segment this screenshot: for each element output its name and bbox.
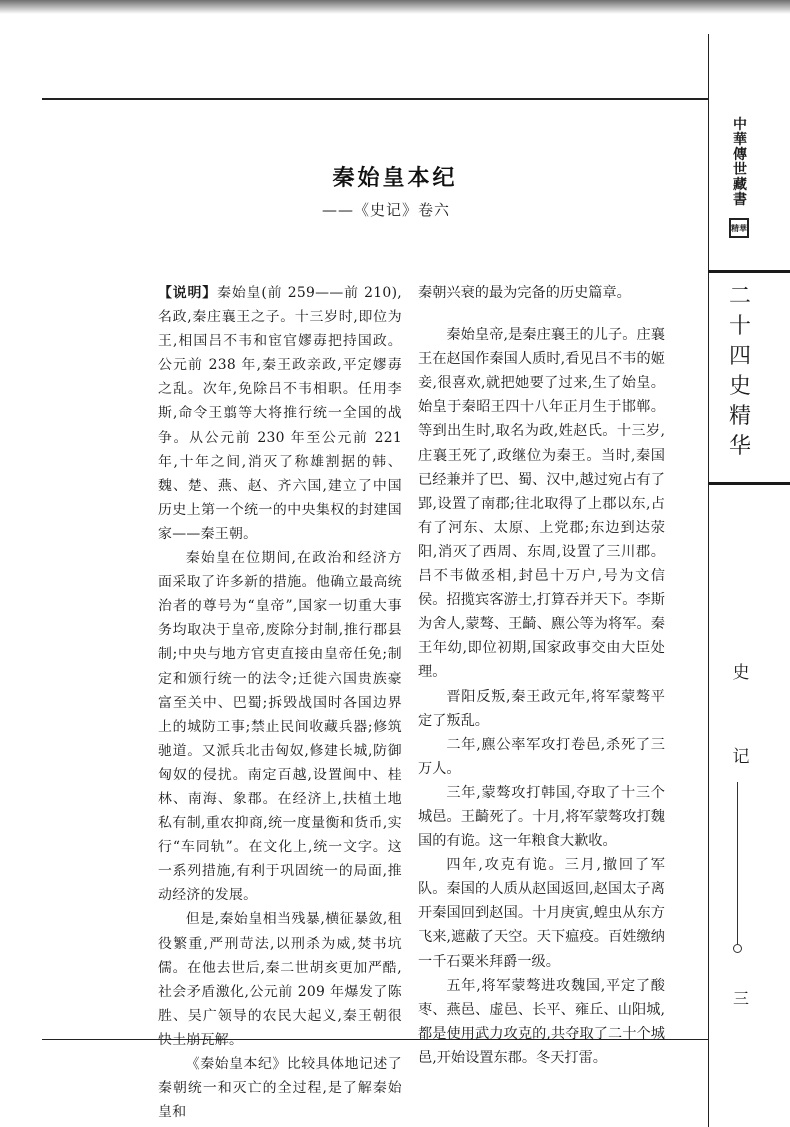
body-paragraph: 二年,麃公率军攻打卷邑,杀死了三万人。 <box>418 736 665 777</box>
seal-icon: 精華 <box>729 218 749 238</box>
article-subtitle: ——《史记》卷六 <box>322 201 451 219</box>
intro-paragraph: 秦始皇在位期间,在政治和经济方面采取了许多新的措施。他确立最高统治者的尊号为“皇帝”,国家一切重大事务均取决于皇帝,废除分封制,推行郡县制;中央与地方官吏直接由皇帝任免;制定和颁行统一的法令;迁徙六国贵族豪富至关中、巴蜀;拆毁战国时各国边界上的城防工事;禁止民间收藏兵器;修筑驰道。又派兵北击匈奴,修建长城,防御匈奴的侵扰。南定百越,设置闽中、桂林、南海、象郡。在经济上,扶植土地私有制,重农抑商,统一度量衡和货币,实行“车同轨”。在文化上,统一文字。这一系列措施,有利于巩固统一的局面,推动经济的发展。 <box>158 550 402 904</box>
series-title: 二十四史精华 <box>728 284 751 459</box>
margin-line-lower <box>737 782 738 946</box>
body-paragraph: 秦始皇帝,是秦庄襄王的儿子。庄襄王在赵国作秦国人质时,看见吕不韦的姬妾,很喜欢,就把她要了过来,生了始皇。始皇于秦昭王四十八年正月生于邯郸。等到出生时,取名为政,姓赵氏。十三岁,庄襄王死了,政继位为秦王。当时,秦国已经兼并了巴、蜀、汉中,越过宛占有了郢,设置了南郡;往北取得了上郡以东,占有了河东、太原、上党郡;东边到达荥阳,消灭了西周、东周,设置了三川郡。吕不韦做丞相,封邑十万户,号为文信侯。招揽宾客游士,打算吞并天下。李斯为舍人,蒙骜、王齮、麃公等为将军。秦王年幼,即位初期,国家政事交由大臣处理。 <box>418 327 665 681</box>
margin-rule <box>708 34 709 1127</box>
body-paragraph: 晋阳反叛,秦王政元年,将军蒙骜平定了叛乱。 <box>418 688 665 729</box>
intro-label: 【说明】 <box>158 285 218 301</box>
body-paragraph: 四年,攻克有诡。三月,撤回了军队。秦国的人质从赵国返回,赵国太子离开秦国回到赵国。十月庚寅,蝗虫从东方飞来,遮蔽了天空。天下瘟疫。百姓缴纳一千石粟米拜爵一级。 <box>418 857 665 970</box>
margin-ring-ornament <box>733 944 742 953</box>
intro-paragraph: 但是,秦始皇相当残暴,横征暴敛,租役繁重,严刑苛法,以刑杀为威,焚书坑儒。在他去世后,秦二世胡亥更加严酷,社会矛盾激化,公元前 209 年爆发了陈胜、吴广领导的农民大起义,秦王朝很快土崩瓦解。 <box>158 911 402 1048</box>
publisher-brand: 中華傳世藏書 <box>733 117 747 208</box>
body-paragraph: 五年,将军蒙骜进攻魏国,平定了酸枣、燕邑、虚邑、长平、雍丘、山阳城,都是使用武力攻克的,共夺取了二十个城邑,开始设置东郡。冬天打雷。 <box>418 977 665 1066</box>
side-label-shi: 史 <box>732 663 750 683</box>
right-column <box>418 281 665 1070</box>
intro-paragraph: 【说明】秦始皇(前 259——前 210),名政,秦庄襄王之子。十三岁时,即位为王,相国吕不韦和宦官嫪毐把持国政。公元前 238 年,秦王政亲政,平定嫪毐之乱。次年,免除吕不韦相职。任用李斯,命令王翦等大将推行统一全国的战争。从公元前 230 年至公元前 221 年,十年之间,消灭了称雄割据的韩、魏、楚、燕、赵、齐六国,建立了中国历史上第一个统一的中央集权的封建国家——秦王朝。 <box>158 285 403 542</box>
side-label-ji: 记 <box>732 747 750 767</box>
intro-paragraph: 《秦始皇本纪》比较具体地记述了秦朝统一和灭亡的全过程,是了解秦始皇和 <box>158 1056 402 1121</box>
left-column <box>158 281 402 1124</box>
intro-continuation: 秦朝兴衰的最为完备的历史篇章。 <box>418 285 631 301</box>
body-paragraph: 三年,蒙骜攻打韩国,夺取了十三个城邑。王齮死了。十月,将军蒙骜攻打魏国的有诡。这一年粮食大歉收。 <box>418 784 665 850</box>
scan-edge-shadow <box>0 0 790 14</box>
top-rule <box>42 98 708 100</box>
article-title: 秦始皇本纪 <box>332 166 458 191</box>
page-number: 三 <box>732 989 749 1008</box>
